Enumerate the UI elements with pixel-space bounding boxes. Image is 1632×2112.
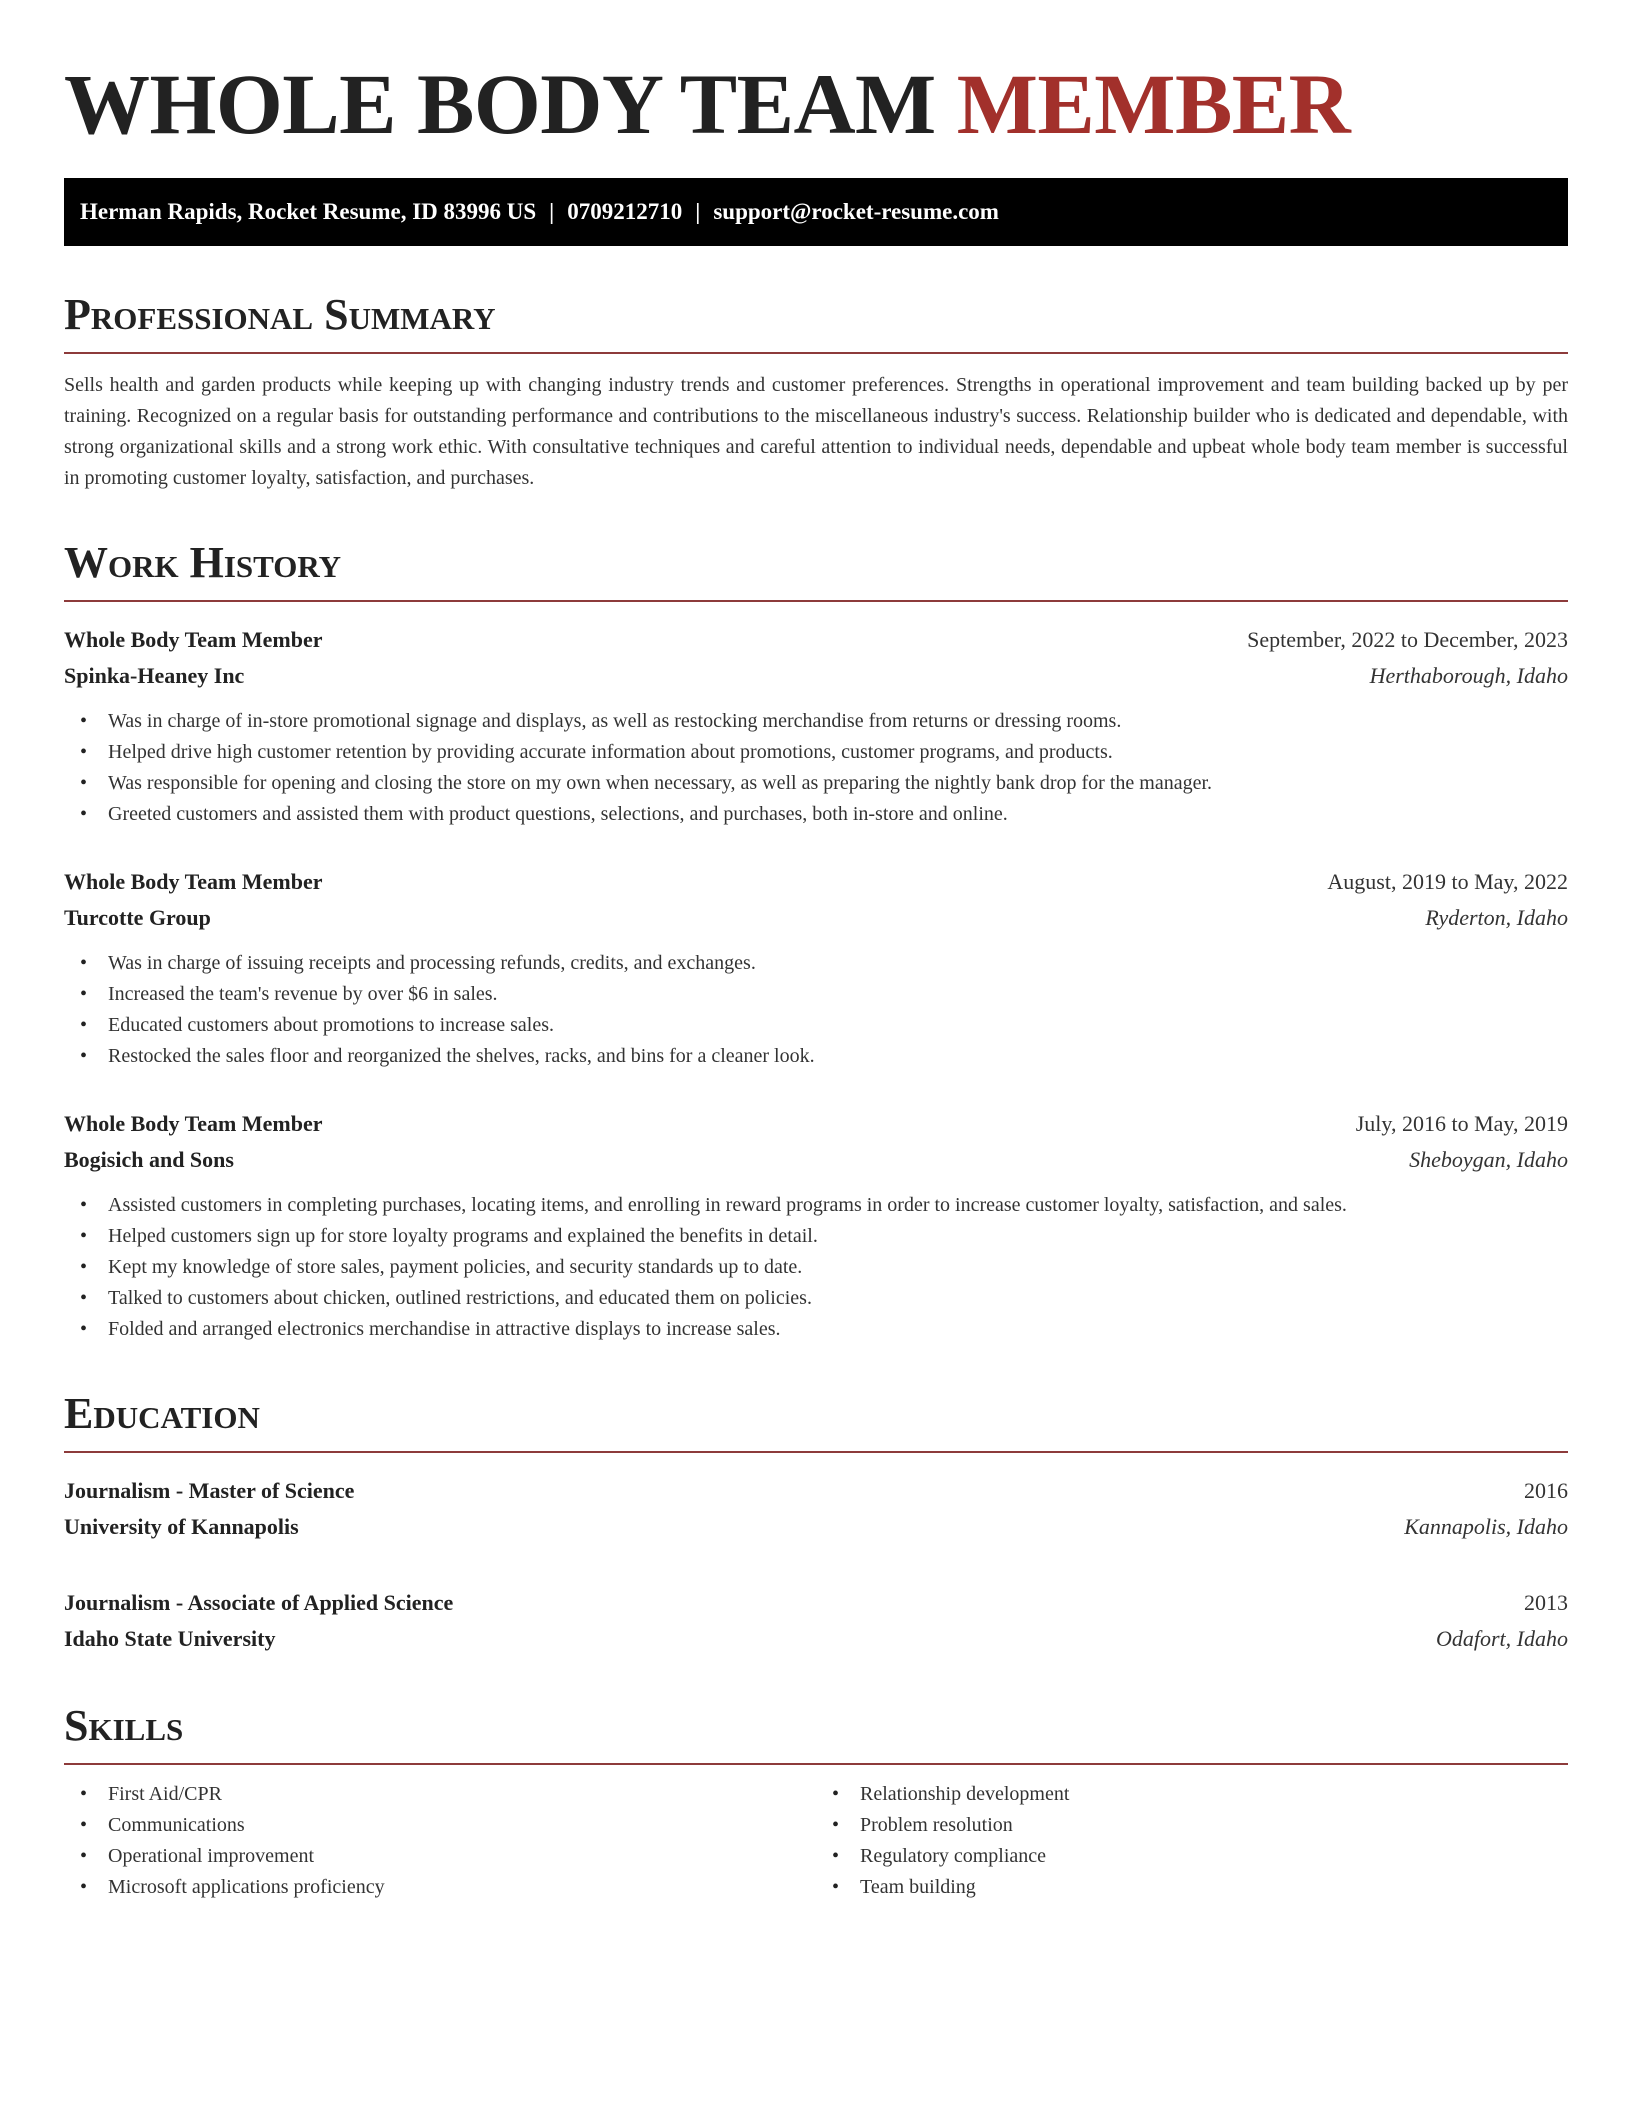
job-bullets — [64, 948, 1568, 1072]
job-entry — [64, 622, 1568, 830]
list-item: • Was in charge of in-store promotional signage and displays, as well as restocking merchandise from returns or dressing rooms. — [64, 706, 1568, 737]
page-title — [64, 0, 1568, 152]
job-bullets — [64, 706, 1568, 830]
contact-separator: | — [549, 199, 555, 224]
skill-item: • Communications — [64, 1810, 816, 1841]
section-heading-skills: Skills — [64, 1701, 1568, 1765]
summary-section — [64, 290, 1568, 494]
job-entry — [64, 864, 1568, 1072]
list-item: • Greeted customers and assisted them with product questions, selections, and purchases, both in-store and online. — [64, 799, 1568, 830]
skill-item: • Microsoft applications proficiency — [64, 1872, 816, 1903]
education-degree: Journalism - Master of Science — [64, 1478, 355, 1503]
list-item: • Was in charge of issuing receipts and processing refunds, credits, and exchanges. — [64, 948, 1568, 979]
education-section — [64, 1389, 1568, 1657]
work-history-section — [64, 538, 1568, 1345]
list-item: • Talked to customers about chicken, outlined restrictions, and educated them on policies. — [64, 1283, 1568, 1314]
job-title: Whole Body Team Member — [64, 627, 323, 652]
education-location: Odafort, Idaho — [1436, 1626, 1568, 1651]
job-company: Bogisich and Sons — [64, 1147, 234, 1172]
skills-grid — [64, 1779, 1568, 1903]
skill-item: • Problem resolution — [816, 1810, 1568, 1841]
title-accent: MEMBER — [956, 56, 1351, 152]
contact-address: Herman Rapids, Rocket Resume, ID 83996 US — [80, 199, 537, 224]
education-entry — [64, 1473, 1568, 1545]
education-school: University of Kannapolis — [64, 1514, 299, 1539]
list-item: • Was responsible for opening and closing the store on my own when necessary, as well as preparing the nightly bank drop for the manager. — [64, 768, 1568, 799]
education-school: Idaho State University — [64, 1626, 276, 1651]
contact-phone: 0709212710 — [567, 199, 683, 224]
education-location: Kannapolis, Idaho — [1404, 1514, 1568, 1539]
job-company: Spinka-Heaney Inc — [64, 663, 245, 688]
job-title: Whole Body Team Member — [64, 869, 323, 894]
list-item: • Folded and arranged electronics merchandise in attractive displays to increase sales. — [64, 1314, 1568, 1345]
list-item: • Increased the team's revenue by over $6 in sales. — [64, 979, 1568, 1010]
job-entry — [64, 1106, 1568, 1345]
list-item: • Kept my knowledge of store sales, payment policies, and security standards up to date. — [64, 1252, 1568, 1283]
contact-email: support@rocket-resume.com — [713, 199, 999, 224]
section-heading-summary: Professional Summary — [64, 290, 1568, 354]
skill-item: • Relationship development — [816, 1779, 1568, 1810]
list-item: • Assisted customers in completing purchases, locating items, and enrolling in reward programs in order to increase customer loyalty, satisfaction, and sales. — [64, 1190, 1568, 1221]
education-year: 2016 — [1524, 1478, 1568, 1503]
contact-bar — [64, 178, 1568, 246]
skill-item: • Regulatory compliance — [816, 1841, 1568, 1872]
list-item: • Restocked the sales floor and reorganized the shelves, racks, and bins for a cleaner look. — [64, 1041, 1568, 1072]
list-item: • Helped customers sign up for store loyalty programs and explained the benefits in detail. — [64, 1221, 1568, 1252]
contact-separator: | — [695, 199, 701, 224]
skill-item: • First Aid/CPR — [64, 1779, 816, 1810]
skill-item: • Team building — [816, 1872, 1568, 1903]
job-title: Whole Body Team Member — [64, 1111, 323, 1136]
title-main: WHOLE BODY TEAM — [64, 56, 957, 152]
job-dates: September, 2022 to December, 2023 — [1247, 627, 1568, 652]
job-location: Ryderton, Idaho — [1425, 905, 1568, 930]
education-year: 2013 — [1524, 1590, 1568, 1615]
section-heading-education: Education — [64, 1389, 1568, 1453]
job-company: Turcotte Group — [64, 905, 211, 930]
summary-text: Sells health and garden products while keeping up with changing industry trends and customer preferences. Strengths in operational improvement and team building backed up by per training. Recognized on a regular basis for outstanding performance and contributions to the miscellaneous industry's success. Relationship builder who is dedicated and dependable, with strong organizational skills and a strong work ethic. With consultative techniques and careful attention to individual needs, dependable and upbeat whole body team member is successful in promoting customer loyalty, satisfaction, and purchases. — [64, 374, 1568, 489]
job-dates: August, 2019 to May, 2022 — [1327, 869, 1568, 894]
skills-column-right — [816, 1779, 1568, 1903]
job-dates: July, 2016 to May, 2019 — [1355, 1111, 1568, 1136]
skill-item: • Operational improvement — [64, 1841, 816, 1872]
job-location: Sheboygan, Idaho — [1409, 1147, 1568, 1172]
job-location: Herthaborough, Idaho — [1369, 663, 1568, 688]
section-heading-work: Work History — [64, 538, 1568, 602]
skills-section — [64, 1701, 1568, 1903]
education-entry — [64, 1585, 1568, 1657]
skills-column-left — [64, 1779, 816, 1903]
education-degree: Journalism - Associate of Applied Science — [64, 1590, 454, 1615]
job-bullets — [64, 1190, 1568, 1345]
list-item: • Educated customers about promotions to increase sales. — [64, 1010, 1568, 1041]
list-item: • Helped drive high customer retention by providing accurate information about promotions, customer programs, and products. — [64, 737, 1568, 768]
